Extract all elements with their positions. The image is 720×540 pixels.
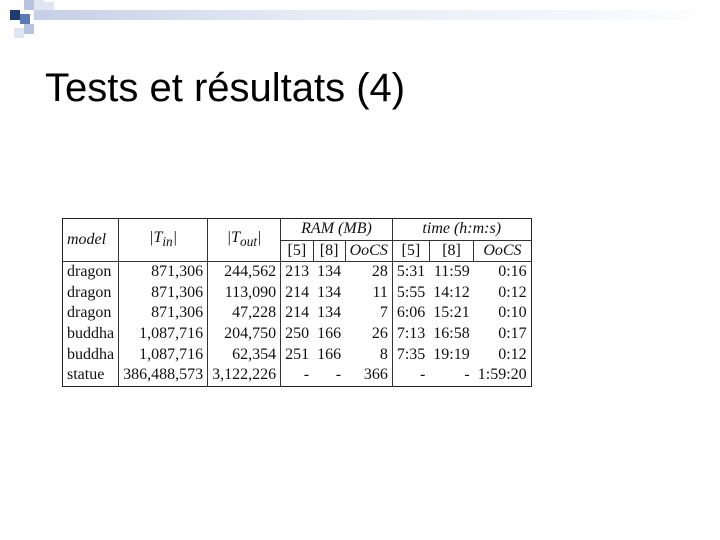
cell-model: dragon xyxy=(67,283,112,301)
table-row xyxy=(63,262,532,283)
cell-time8: 16:58 xyxy=(433,324,470,342)
cell-ram8: 166 xyxy=(317,345,342,363)
header-tout: $|T_{out}|$ xyxy=(208,219,281,262)
cell-time8: - xyxy=(464,366,470,384)
cell-timeoocs: 0:16 xyxy=(474,262,531,283)
cell-tin: 871,306 xyxy=(119,303,208,324)
table-row xyxy=(63,324,532,345)
cell-tout: 47,228 xyxy=(208,303,281,324)
header-time-group: time (h:m:s) xyxy=(392,219,531,241)
cell-ram5: 214 xyxy=(281,283,314,304)
cell-time5: 6:06 xyxy=(392,303,429,324)
cell-time8: 11:59 xyxy=(429,262,473,283)
decorative-mosaic xyxy=(0,0,720,60)
table-row xyxy=(63,283,532,304)
mosaic-square xyxy=(10,10,20,20)
cell-time5: - xyxy=(392,365,429,386)
mosaic-square xyxy=(20,14,30,24)
results-table xyxy=(62,218,532,387)
header-model: model xyxy=(67,230,107,248)
cell-ramoocs: 8 xyxy=(379,345,388,363)
cell-tout: 3,122,226 xyxy=(208,365,281,386)
cell-tin: 386,488,573 xyxy=(119,365,208,386)
cell-ramoocs: 7 xyxy=(379,304,388,322)
slide-title: Tests et résultats (4) xyxy=(45,66,406,110)
cell-ram8: 134 xyxy=(317,283,342,301)
cell-ram5: 251 xyxy=(281,345,314,366)
cell-time5: 5:31 xyxy=(392,262,429,283)
cell-tin: 1,087,716 xyxy=(119,324,208,345)
cell-time8: 14:12 xyxy=(433,283,470,301)
cell-ram5: 250 xyxy=(281,324,314,345)
cell-timeoocs: 0:10 xyxy=(498,304,527,322)
table-row xyxy=(63,365,532,386)
cell-ram5: 213 xyxy=(281,262,314,283)
cell-timeoocs: 0:12 xyxy=(498,345,527,363)
header-ram-5: [5] xyxy=(281,240,314,262)
table-row xyxy=(63,345,532,366)
cell-model: dragon xyxy=(63,262,119,283)
cell-tout: 62,354 xyxy=(208,345,281,366)
table-row xyxy=(63,303,532,324)
header-tin: $|T_{in}|$ xyxy=(119,219,208,262)
cell-time8: 15:21 xyxy=(433,304,470,322)
cell-timeoocs: 1:59:20 xyxy=(477,366,527,384)
header-row-1 xyxy=(63,219,532,241)
header-gradient-bar xyxy=(34,10,720,20)
mosaic-square xyxy=(34,0,44,10)
cell-model: statue xyxy=(67,366,105,384)
cell-time5: 7:35 xyxy=(392,345,429,366)
table-body xyxy=(63,262,532,387)
cell-tin: 871,306 xyxy=(119,262,208,283)
header-ram-oocs: OoCS xyxy=(345,240,392,262)
header-time-oocs: OoCS xyxy=(474,240,531,262)
cell-ram5: - xyxy=(281,365,314,386)
cell-ramoocs: 26 xyxy=(371,324,388,342)
cell-ramoocs: 366 xyxy=(363,366,388,384)
cell-ramoocs: 11 xyxy=(372,283,388,301)
header-time-8: [8] xyxy=(429,240,473,262)
cell-ram8: - xyxy=(335,366,342,384)
mosaic-square xyxy=(24,24,34,34)
cell-time5: 7:13 xyxy=(392,324,429,345)
cell-tout: 204,750 xyxy=(208,324,281,345)
header-ram-group: RAM (MB) xyxy=(281,219,393,241)
cell-ram8: 134 xyxy=(317,304,342,322)
cell-ram8: 166 xyxy=(317,324,342,342)
cell-timeoocs: 0:17 xyxy=(498,324,527,342)
header-time-5: [5] xyxy=(392,240,429,262)
cell-time8: 19:19 xyxy=(433,345,470,363)
cell-tin: 1,087,716 xyxy=(119,345,208,366)
mosaic-square xyxy=(24,0,34,10)
header-ram-8: [8] xyxy=(313,240,345,262)
cell-timeoocs: 0:12 xyxy=(498,283,527,301)
cell-model: buddha xyxy=(67,324,115,342)
cell-tin: 871,306 xyxy=(119,283,208,304)
cell-model: buddha xyxy=(67,345,115,363)
cell-ramoocs: 28 xyxy=(345,262,392,283)
cell-ram8: 134 xyxy=(313,262,345,283)
cell-tout: 113,090 xyxy=(208,283,281,304)
cell-tout: 244,562 xyxy=(208,262,281,283)
cell-time5: 5:55 xyxy=(392,283,429,304)
cell-model: dragon xyxy=(67,304,112,322)
mosaic-square xyxy=(14,28,24,38)
cell-ram5: 214 xyxy=(281,303,314,324)
